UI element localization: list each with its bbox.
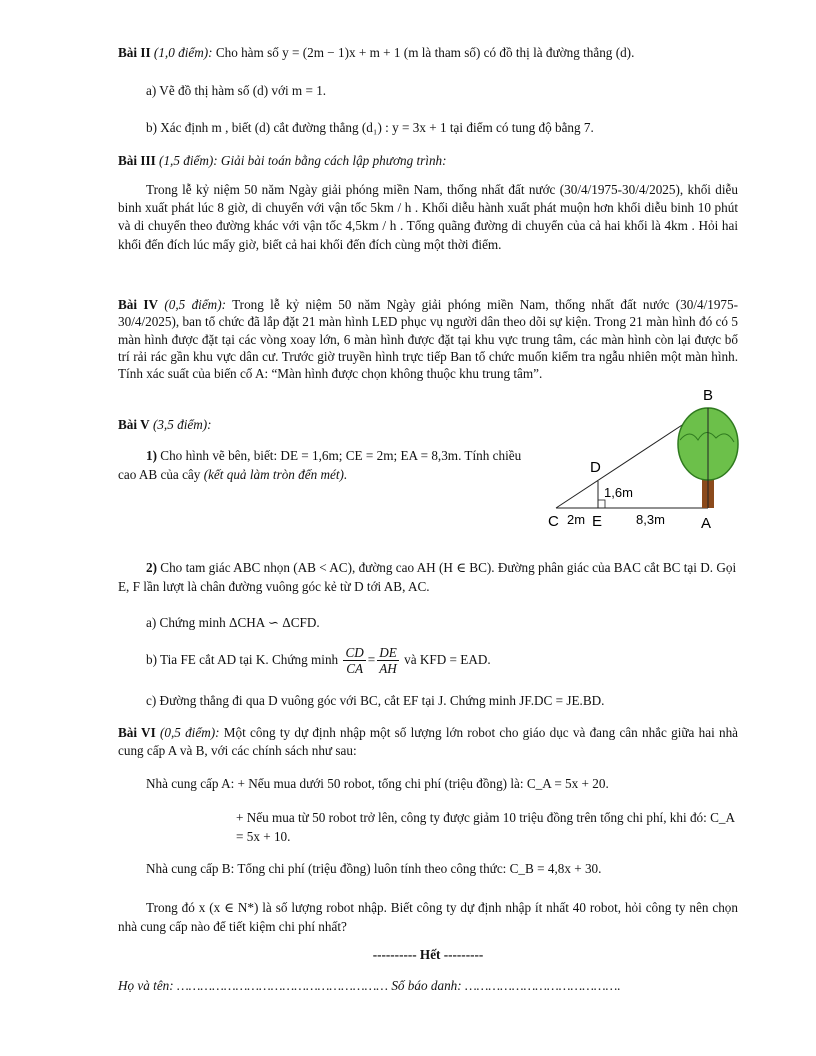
bai6-block — [118, 724, 738, 760]
end-marker: ---------- Hết --------- — [372, 947, 484, 962]
bai6-heading: Bài VI — [118, 725, 156, 740]
bai5-p1-text: Cho hình vẽ bên, biết: DE = 1,6m; CE = 2m; EA = 8,3m. Tính chiều cao AB của cây — [118, 448, 522, 482]
bai6-question: Trong đó x (x ∈ N*) là số lượng robot nhập. Biết công ty dự định nhập ít nhất 40 robot, hỏi công ty nên chọn nhà cung cấp nào để tiết kiệm chi phí nhất? — [118, 900, 738, 934]
bai6-supplier-b: Nhà cung cấp B: Tổng chi phí (triệu đồng) luôn tính theo công thức: C_B = 4,8x + 30. — [146, 861, 602, 876]
bai6-supplier-a2: + Nếu mua từ 50 robot trở lên, công ty được giảm 10 triệu đồng trên tổng chi phí, khi đó: C_A = 5x + 10. — [236, 810, 735, 844]
bai5-p2-num: 2) — [146, 560, 157, 575]
bai2-intro-text: Cho hàm số y = (2m − 1)x + m + 1 (m là tham số) có đồ thị là đường thẳng (d). — [215, 45, 635, 60]
label-e: E — [592, 513, 603, 530]
bai5-c: c) Đường thẳng đi qua D vuông góc với BC, cắt EF tại J. Chứng minh JF.DC = JE.BD. — [146, 693, 605, 708]
bai6-points: (0,5 điểm): — [159, 725, 220, 740]
frac-ca: CA — [346, 661, 364, 677]
frac-cd: CD — [345, 645, 364, 661]
bai2-a: a) Vẽ đồ thị hàm số (d) với m = 1. — [146, 83, 327, 98]
bai5-b: b) Tia FE cắt AD tại K. Chứng minh $\frac{CD}{CA}$ = $\frac{DE}{AH}$ và KFD = EAD. — [146, 645, 491, 677]
bai5-heading: Bài V — [118, 417, 150, 432]
label-c: C — [548, 513, 559, 530]
bai5-points: (3,5 điểm): — [152, 417, 212, 432]
footer-candidate-info: Họ và tên: ……………………………………………… Số báo danh: …………………………………. — [118, 978, 621, 993]
label-ce-length: 2m — [567, 512, 586, 527]
bai5-b-post: và KFD = EAD. — [404, 652, 491, 667]
bai6-supplier-a1: Nhà cung cấp A: + Nếu mua dưới 50 robot, tổng chi phí (triệu đồng) là: C_A = 5x + 20. — [146, 776, 609, 791]
bai4-text: Trong lễ kỷ niệm 50 năm Ngày giải phóng miền Nam, thống nhất đất nước (30/4/1975-30/4/2025), ban tổ chức đã lắp đặt 21 màn hình LED phục vụ người dân theo dõi sự kiện. Trong 21 màn hình đó có 5 màn hình được đặt tại các vòng xoay lớn, 6 màn hình được đặt tại khu vực trung tâm, các màn hình còn lại được bố trí rải rác gần khu vực dân cư. Trước giờ truyền hình trực tiếp Ban tổ chức muốn kiểm tra ngẫu nhiên một màn hình. Tính xác suất của biến cố A: “Màn hình được chọn không thuộc khu trung tâm”. — [118, 297, 739, 382]
fraction-de-ah — [377, 645, 399, 676]
frac-ah: AH — [379, 661, 397, 677]
label-b: B — [703, 387, 714, 404]
frac-de: DE — [379, 645, 397, 661]
bai3-heading: Bài III — [118, 153, 156, 168]
bai5-b-pre: b) Tia FE cắt AD tại K. Chứng minh — [146, 652, 339, 667]
bai5-p2-text: Cho tam giác ABC nhọn (AB < AC), đường cao AH (H ∈ BC). Đường phân giác của BAC cắt BC tại D. Gọi E, F lần lượt là chân đường vuông góc kẻ từ D tới AB, AC. — [118, 560, 737, 594]
bai2-intro — [118, 44, 738, 62]
tree-figure — [540, 384, 750, 534]
bai5-p1-num: 1) — [146, 448, 157, 463]
bai4-points: (0,5 điểm): — [164, 297, 226, 312]
bai5-part1 — [118, 446, 538, 484]
label-ea-length: 8,3m — [636, 512, 665, 527]
fraction-cd-ca — [343, 645, 365, 676]
bai4-heading: Bài IV — [118, 297, 159, 312]
bai5-p1-note: (kết quả làm tròn đến mét). — [203, 467, 348, 482]
bai3-points: (1,5 điểm): Giải bài toán bằng cách lập phương trình: — [159, 153, 447, 168]
bai5-a: a) Chứng minh ΔCHA ∽ ΔCFD. — [146, 615, 320, 630]
bai2-heading: Bài II — [118, 45, 151, 60]
bai3-heading-line — [118, 152, 738, 170]
label-a: A — [701, 515, 712, 532]
bai6-text: Một công ty dự định nhập một số lượng lớn robot cho giáo dục và đang cân nhắc giữa hai nhà cung cấp A và B, với các chính sách như sau: — [118, 725, 739, 758]
bai3-text: Trong lễ kỷ niệm 50 năm Ngày giải phóng miền Nam, thống nhất đất nước (30/4/1975-30/4/2025), khối diễu binh xuất phát lúc 8 giờ, di chuyển với vận tốc 5km / h . Khối diễu hành xuất phát muộn hơn khối diễu binh 10 phút và di chuyển theo đường khác với vận tốc 4,5km / h . Tổng quãng đường di chuyển của cả hai khối là 4km . Hỏi hai khối đến đích lúc mấy giờ, biết cả hai khối đến đích cùng một thời điểm. — [118, 182, 738, 252]
bai5-part2 — [118, 558, 738, 596]
bai2-points: (1,0 điểm): — [153, 45, 213, 60]
bai4-block — [118, 296, 738, 382]
bai2-b: b) Xác định m , biết (d) cắt đường thẳng (d₁) : y = 3x + 1 tại điểm có tung độ bằng 7. — [146, 120, 594, 135]
label-d: D — [590, 459, 601, 476]
right-angle-mark — [598, 500, 605, 508]
label-de-length: 1,6m — [604, 485, 633, 500]
